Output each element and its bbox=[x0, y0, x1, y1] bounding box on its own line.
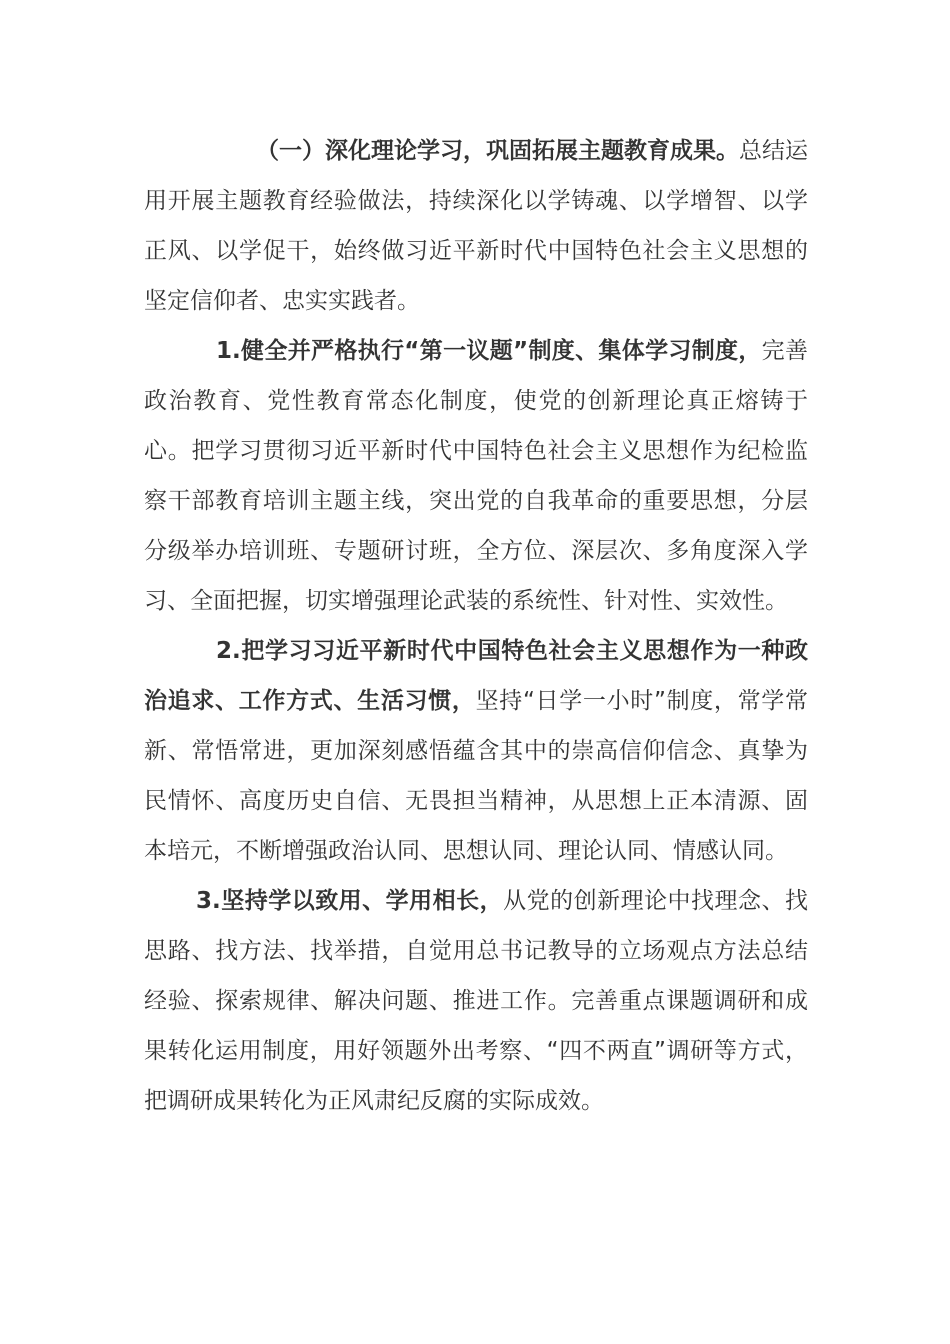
item-heading-2: 2.把学习习近平新时代中国特色社会主义思想作为一种政治追求、工作方式、生活习惯， bbox=[144, 638, 808, 714]
item-heading-1: 1.健全并严格执行“第一议题”制度、集体学习制度， bbox=[216, 338, 762, 364]
item-paragraph-2 bbox=[144, 626, 808, 876]
item-body-3: 从党的创新理论中找理念、找思路、找方法、找举措，自觉用总书记教导的立场观点方法总结经验、探索规律、解决问题、推进工作。完善重点课题调研和成果转化运用制度，用好领题外出考察、“四不两直”调研等方式，把调研成果转化为正风肃纪反腐的实际成效。 bbox=[144, 888, 809, 1114]
document-page bbox=[144, 126, 808, 1126]
section-body-1: 总结运用开展主题教育经验做法，持续深化以学铸魂、以学增智、以学正风、以学促干，始终做习近平新时代中国特色社会主义思想的坚定信仰者、忠实实践者。 bbox=[144, 138, 808, 314]
item-body-1: 完善政治教育、党性教育常态化制度，使党的创新理论真正熔铸于心。把学习贯彻习近平新时代中国特色社会主义思想作为纪检监察干部教育培训主题主线，突出党的自我革命的重要思想，分层分级举办培训班、专题研讨班，全方位、深层次、多角度深入学习、全面把握，切实增强理论武装的系统性、针对性、实效性。 bbox=[144, 338, 808, 614]
item-paragraph-1 bbox=[144, 326, 808, 626]
item-paragraph-3 bbox=[144, 876, 808, 1126]
item-body-2: 坚持“日学一小时”制度，常学常新、常悟常进，更加深刻感悟蕴含其中的崇高信仰信念、真挚为民情怀、高度历史自信、无畏担当精神，从思想上正本清源、固本培元，不断增强政治认同、思想认同、理论认同、情感认同。 bbox=[144, 688, 808, 864]
item-heading-3: 3.坚持学以致用、学用相长， bbox=[196, 888, 504, 914]
section-heading-1: （一）深化理论学习，巩固拓展主题教育成果。 bbox=[256, 138, 739, 164]
section-paragraph-1 bbox=[144, 126, 808, 326]
